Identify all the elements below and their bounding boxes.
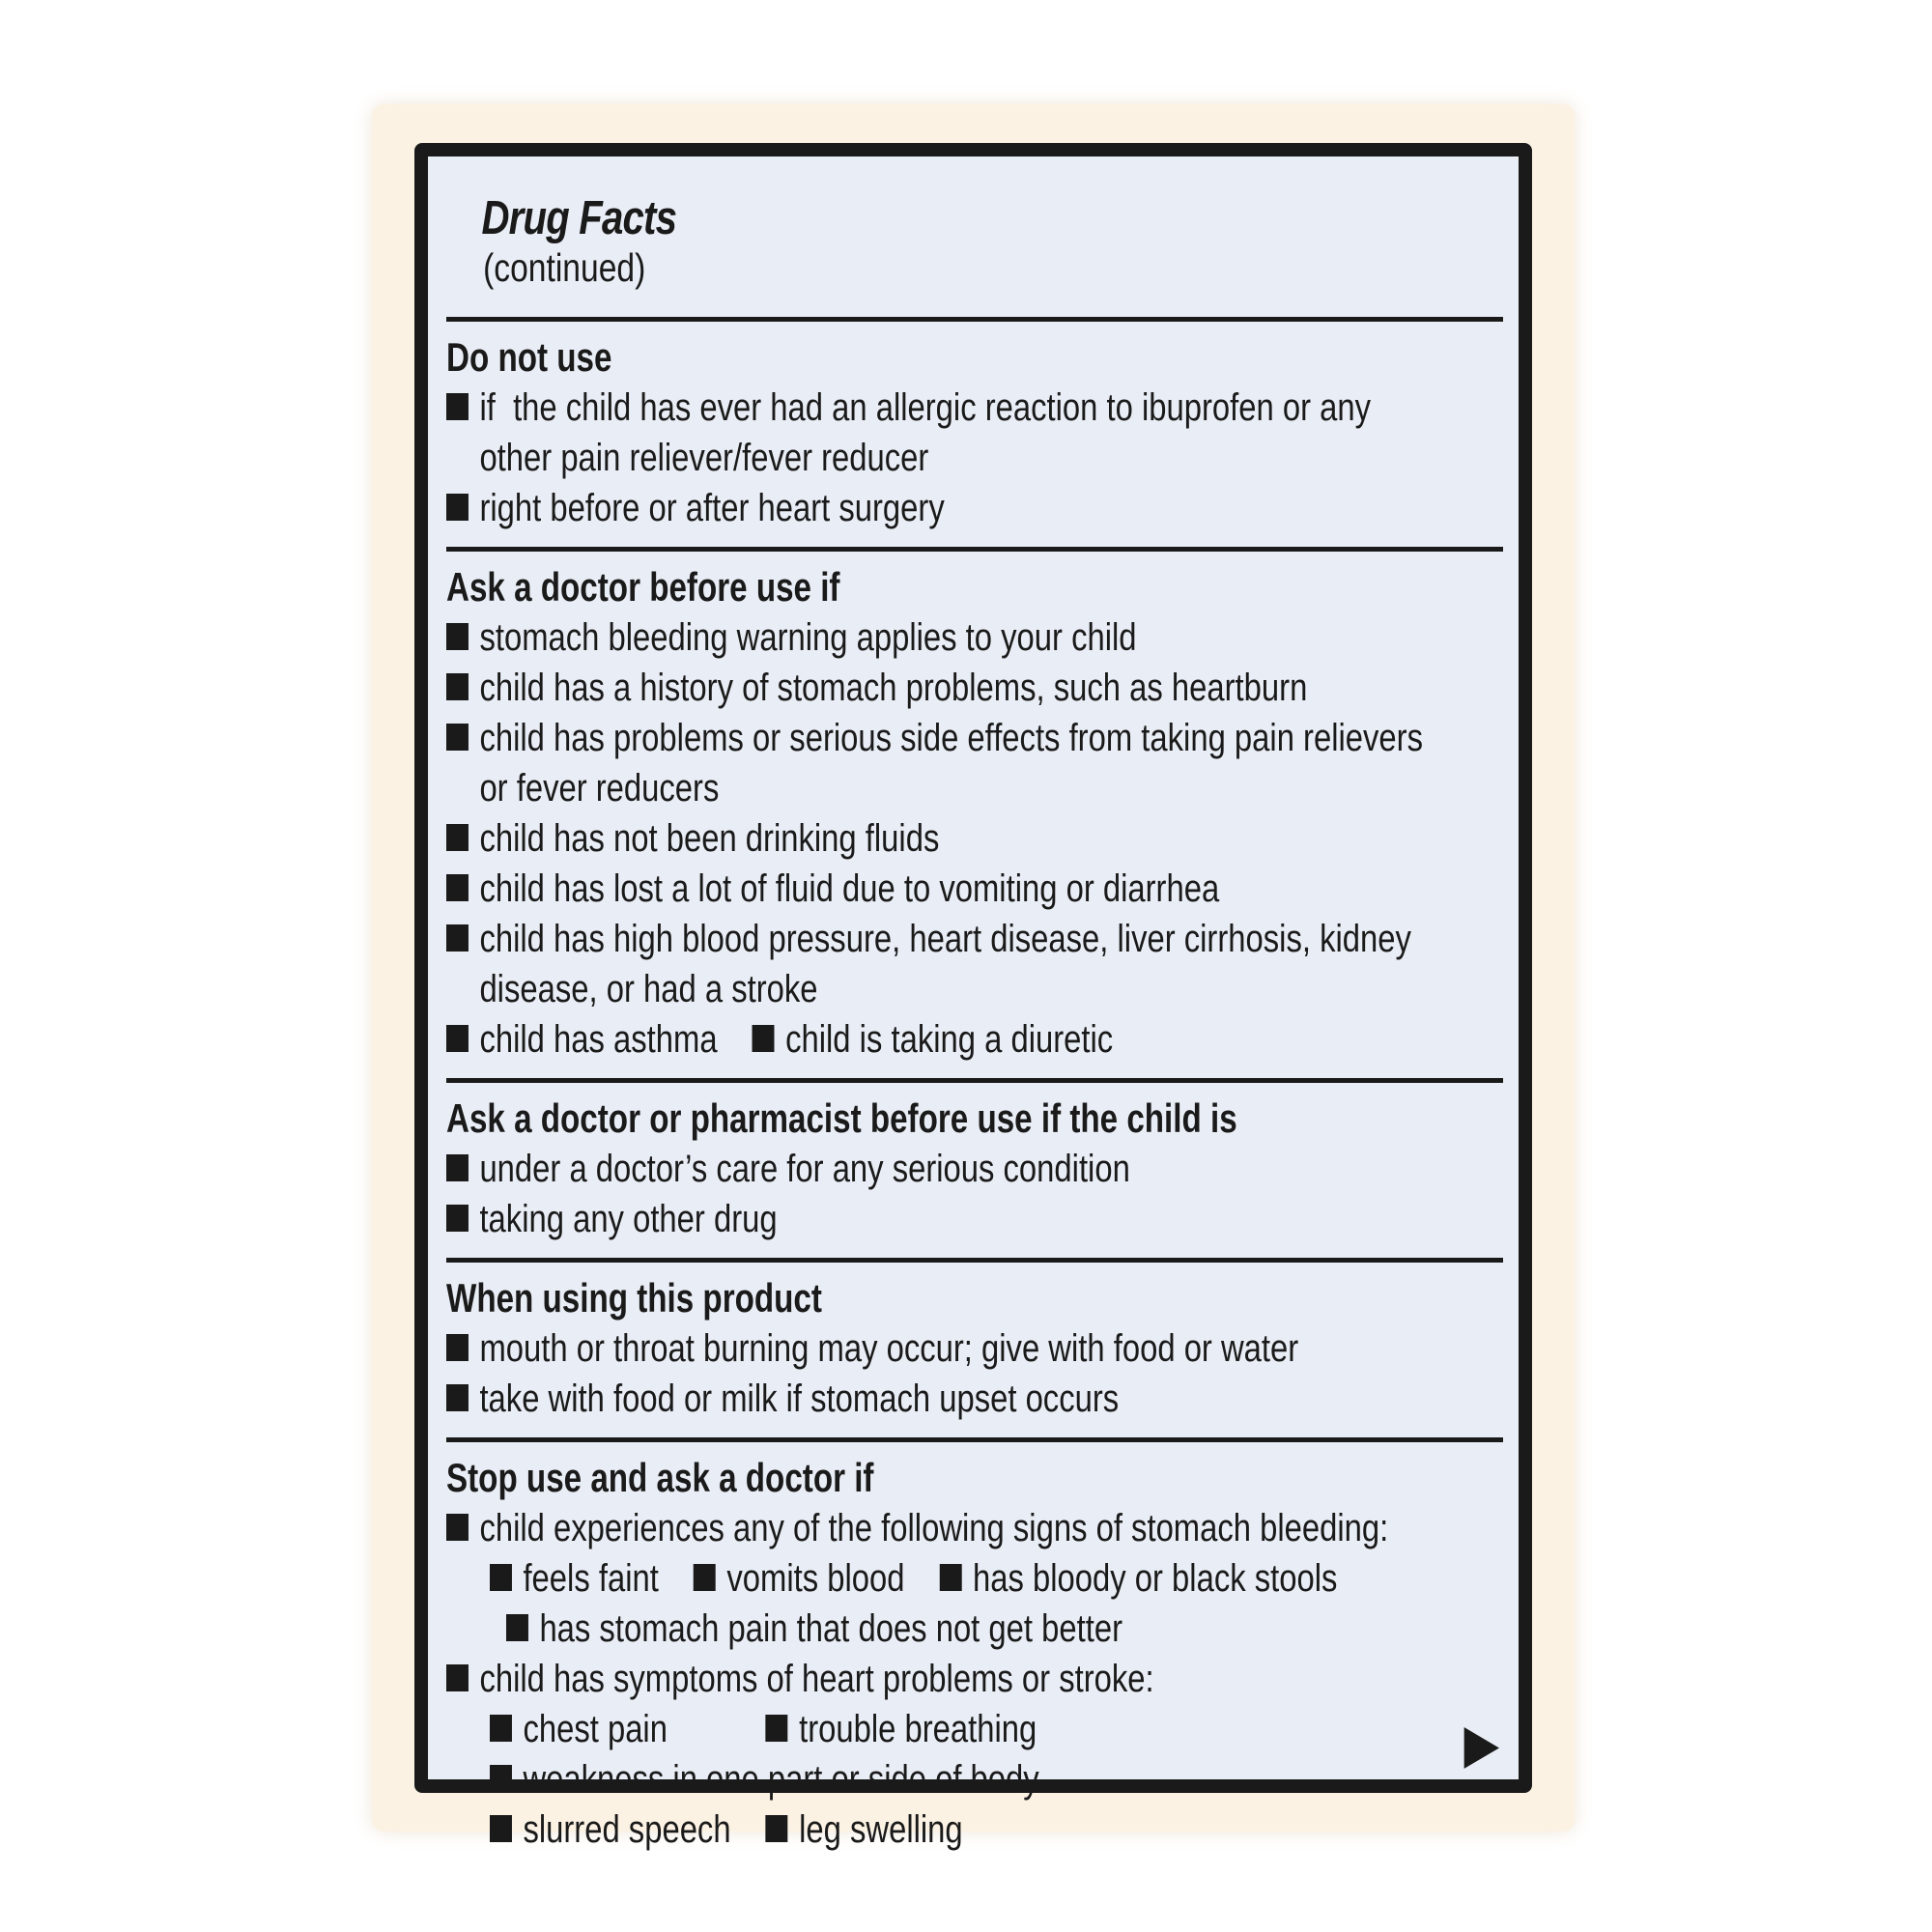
bullet-segment bbox=[490, 1708, 668, 1750]
next-panel-arrow-icon: ▶ bbox=[1463, 1713, 1499, 1776]
drug-facts-card bbox=[372, 104, 1575, 1851]
list-item-continuation bbox=[446, 433, 1503, 483]
bullet-square-icon bbox=[446, 1154, 469, 1181]
list-item bbox=[446, 1654, 1503, 1704]
bullet-square-icon bbox=[446, 824, 469, 851]
bullet-segment bbox=[753, 1018, 1114, 1061]
list-item-text: child has a history of stomach problems, such as heartburn bbox=[479, 667, 1308, 709]
list-item-text: under a doctor’s care for any serious condition bbox=[479, 1148, 1130, 1190]
bullet-segment bbox=[766, 1808, 963, 1851]
bullet-segment bbox=[446, 1198, 778, 1240]
list-item-text: mouth or throat burning may occur; give with food or water bbox=[479, 1327, 1299, 1370]
list-item-continuation bbox=[446, 763, 1503, 813]
bullet-segment bbox=[446, 867, 1219, 910]
bullet-segment bbox=[446, 1327, 1298, 1370]
bullet-segment bbox=[490, 1758, 1039, 1801]
bullet-square-icon bbox=[766, 1815, 788, 1842]
bullet-square-icon bbox=[446, 1334, 469, 1361]
list-item-text: weakness in one part or side of body bbox=[523, 1758, 1039, 1801]
bullet-segment bbox=[446, 1507, 1388, 1549]
bullet-segment bbox=[506, 1607, 1122, 1650]
bullet-square-icon bbox=[446, 393, 469, 420]
list-item-text: if the child has ever had an allergic reaction to ibuprofen or any bbox=[479, 386, 1372, 429]
section-divider bbox=[446, 1437, 1503, 1442]
list-item-text: child has asthma bbox=[479, 1018, 718, 1061]
list-item bbox=[446, 1754, 1503, 1804]
list-item-text: feels faint bbox=[523, 1557, 659, 1600]
list-item-text: chest pain bbox=[523, 1708, 668, 1750]
list-item bbox=[446, 713, 1503, 763]
bullet-segment bbox=[446, 1148, 1130, 1190]
bullet-square-icon bbox=[446, 724, 469, 751]
list-item-text: child has lost a lot of fluid due to vomiting or diarrhea bbox=[479, 867, 1220, 910]
list-item-text: has bloody or black stools bbox=[973, 1557, 1338, 1600]
bullet-square-icon bbox=[446, 1025, 469, 1052]
bullet-square-icon bbox=[940, 1564, 962, 1591]
list-item bbox=[446, 813, 1503, 864]
bullet-square-icon bbox=[446, 623, 469, 650]
hanging-indent-spacer bbox=[446, 800, 479, 801]
list-item-text: disease, or had a stroke bbox=[479, 968, 818, 1010]
bullet-segment bbox=[490, 1808, 731, 1851]
list-item bbox=[446, 1553, 1503, 1604]
bullet-segment bbox=[446, 817, 939, 860]
section-heading: Do not use bbox=[446, 334, 612, 380]
list-item-text: take with food or milk if stomach upset occurs bbox=[479, 1378, 1120, 1420]
list-item-text: child has problems or serious side effects from taking pain relievers bbox=[479, 717, 1423, 759]
list-item bbox=[446, 612, 1503, 663]
bullet-square-icon bbox=[694, 1564, 716, 1591]
bullet-square-icon bbox=[446, 874, 469, 901]
bullet-segment bbox=[446, 1378, 1119, 1420]
list-item bbox=[446, 864, 1503, 914]
bullet-square-icon bbox=[766, 1715, 788, 1742]
section-heading: Ask a doctor or pharmacist before use if the child is bbox=[446, 1095, 1237, 1141]
title-text: Drug Facts bbox=[481, 192, 677, 244]
section-heading: When using this product bbox=[446, 1275, 822, 1321]
bullet-segment bbox=[446, 1018, 718, 1061]
list-item bbox=[446, 1144, 1503, 1194]
list-item bbox=[446, 1804, 1503, 1855]
list-item bbox=[446, 914, 1503, 964]
section-divider bbox=[446, 547, 1503, 552]
bullet-segment bbox=[766, 1708, 1037, 1750]
bullet-square-icon bbox=[446, 1664, 469, 1691]
list-item-text: trouble breathing bbox=[799, 1708, 1037, 1750]
bullet-square-icon bbox=[446, 924, 469, 952]
bullet-square-icon bbox=[446, 1514, 469, 1541]
bullet-segment bbox=[446, 918, 1411, 960]
drug-facts-content bbox=[428, 156, 1519, 1851]
list-item-text: leg swelling bbox=[799, 1808, 963, 1851]
bullet-segment bbox=[446, 717, 1423, 759]
list-item bbox=[446, 1704, 1503, 1754]
list-item-text: child has symptoms of heart problems or stroke: bbox=[479, 1658, 1154, 1700]
section-heading: Stop use and ask a doctor if bbox=[446, 1455, 874, 1500]
bullet-segment bbox=[490, 1557, 659, 1600]
bullet-square-icon bbox=[490, 1564, 512, 1591]
bullet-segment bbox=[446, 487, 945, 529]
bullet-segment bbox=[940, 1557, 1338, 1600]
section-divider bbox=[446, 1078, 1503, 1083]
bullet-square-icon bbox=[446, 1384, 469, 1411]
list-item-text: other pain reliever/fever reducer bbox=[479, 437, 929, 479]
list-item-text: has stomach pain that does not get better bbox=[539, 1607, 1122, 1650]
drug-facts-title bbox=[446, 174, 1503, 308]
list-item-text: child experiences any of the following signs of stomach bleeding: bbox=[479, 1507, 1389, 1549]
bullet-square-icon bbox=[446, 1205, 469, 1232]
list-item-text: or fever reducers bbox=[479, 767, 720, 810]
bullet-square-icon bbox=[506, 1614, 528, 1641]
list-item bbox=[446, 1374, 1503, 1424]
list-item-text: taking any other drug bbox=[479, 1198, 778, 1240]
list-item-text: slurred speech bbox=[523, 1808, 731, 1851]
bullet-square-icon bbox=[446, 494, 469, 521]
bullet-segment bbox=[446, 386, 1371, 429]
list-item bbox=[446, 663, 1503, 713]
bullet-square-icon bbox=[490, 1815, 512, 1842]
bullet-square-icon bbox=[446, 673, 469, 700]
list-item-text: child is taking a diuretic bbox=[785, 1018, 1114, 1061]
title-divider bbox=[446, 317, 1503, 322]
list-item-text: right before or after heart surgery bbox=[479, 487, 945, 529]
list-item bbox=[446, 483, 1503, 533]
list-item-continuation bbox=[446, 964, 1503, 1014]
drug-facts-panel bbox=[414, 143, 1532, 1851]
bullet-square-icon bbox=[490, 1765, 512, 1792]
bullet-square-icon bbox=[753, 1025, 775, 1052]
section-divider bbox=[446, 1258, 1503, 1263]
list-item-text: vomits blood bbox=[726, 1557, 905, 1600]
hanging-indent-spacer bbox=[446, 1001, 479, 1002]
list-item-text: child has high blood pressure, heart disease, liver cirrhosis, kidney bbox=[479, 918, 1411, 960]
list-item bbox=[446, 1323, 1503, 1374]
title-continued-text: (continued) bbox=[483, 245, 646, 290]
section-heading: Ask a doctor before use if bbox=[446, 564, 840, 610]
list-item bbox=[446, 1503, 1503, 1553]
list-item-text: stomach bleeding warning applies to your child bbox=[479, 616, 1137, 659]
sections-container bbox=[446, 332, 1503, 1855]
list-item bbox=[446, 383, 1503, 433]
bullet-segment bbox=[694, 1557, 905, 1600]
list-item bbox=[446, 1014, 1503, 1065]
list-item-text: child has not been drinking fluids bbox=[479, 817, 940, 860]
bullet-segment bbox=[446, 616, 1137, 659]
list-item bbox=[446, 1194, 1503, 1244]
list-item bbox=[446, 1604, 1503, 1654]
bullet-square-icon bbox=[490, 1715, 512, 1742]
hanging-indent-spacer bbox=[446, 469, 479, 470]
bullet-segment bbox=[446, 1658, 1154, 1700]
bullet-segment bbox=[446, 667, 1307, 709]
